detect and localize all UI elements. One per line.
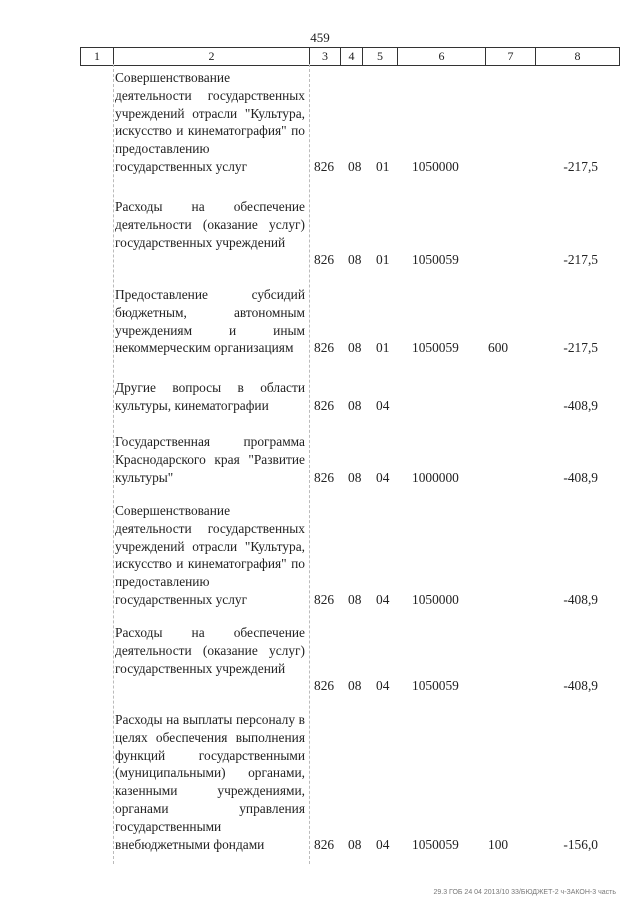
cell-c7: 600 bbox=[488, 340, 509, 356]
cell-c3: 826 bbox=[314, 592, 335, 607]
cell-c6: 1050000 bbox=[412, 159, 459, 174]
page-number: 459 bbox=[310, 30, 330, 45]
column-header-row bbox=[80, 47, 620, 66]
cell-c3: 826 bbox=[314, 836, 335, 852]
cell-c5: 04 bbox=[376, 678, 390, 694]
cell-c6: 1050059 bbox=[412, 252, 459, 268]
cell-c6: 1000000 bbox=[412, 469, 459, 485]
cell-c6: 1050059 bbox=[412, 678, 459, 694]
cell-c6: 1050059 bbox=[412, 836, 459, 852]
cell-c6: 1050000 bbox=[412, 592, 459, 607]
column-header-2: 2 bbox=[114, 48, 310, 65]
footer-stamp: 29.3 ГОБ 24 04 2013/10 33/БЮДЖЕТ-2 ч-ЗАКОН-3 часть bbox=[433, 889, 616, 896]
cell-c4: 08 bbox=[348, 340, 362, 356]
row-description: Совершенствование деятельности государственных учреждений отрасли "Культура, искусство и кинематография" по предоставлению государственных услуг bbox=[115, 70, 305, 174]
row-description: Другие вопросы в области культуры, кинематографии bbox=[115, 380, 305, 413]
cell-c5: 01 bbox=[376, 340, 390, 356]
cell-amount: -217,5 bbox=[563, 159, 598, 174]
row-description: Расходы на выплаты персоналу в целях обеспечения выполнения функций государственными (муниципальными) органами, казенными учреждениями, органами управления государственными внебюджетными фондами bbox=[115, 712, 305, 852]
cell-amount: -217,5 bbox=[563, 252, 598, 268]
cell-amount: -408,9 bbox=[563, 592, 598, 607]
cell-c5: 04 bbox=[376, 836, 390, 852]
cell-c3: 826 bbox=[314, 159, 335, 174]
cell-c5: 04 bbox=[376, 592, 390, 607]
cell-c5: 04 bbox=[376, 469, 390, 485]
column-header-5: 5 bbox=[363, 48, 398, 65]
cell-c3: 826 bbox=[314, 469, 335, 485]
cell-amount: -408,9 bbox=[563, 469, 598, 485]
column-header-3: 3 bbox=[310, 48, 341, 65]
cell-c3: 826 bbox=[314, 678, 335, 694]
cell-amount: -408,9 bbox=[563, 678, 598, 694]
cell-amount: -217,5 bbox=[563, 340, 598, 356]
column-header-6: 6 bbox=[398, 48, 486, 65]
column-divider bbox=[309, 64, 310, 864]
cell-c6: 1050059 bbox=[412, 340, 459, 356]
cell-amount: -156,0 bbox=[563, 836, 598, 852]
column-header-1: 1 bbox=[81, 48, 114, 65]
cell-c4: 08 bbox=[348, 592, 362, 607]
cell-c4: 08 bbox=[348, 469, 362, 485]
cell-c3: 826 bbox=[314, 252, 335, 268]
cell-c4: 08 bbox=[348, 159, 362, 174]
cell-c3: 826 bbox=[314, 397, 335, 413]
row-description: Расходы на обеспечение деятельности (оказание услуг) государственных учреждений bbox=[115, 199, 305, 250]
cell-c5: 01 bbox=[376, 252, 390, 268]
cell-c4: 08 bbox=[348, 836, 362, 852]
column-divider bbox=[113, 64, 114, 864]
cell-amount: -408,9 bbox=[563, 397, 598, 413]
column-header-7: 7 bbox=[486, 48, 536, 65]
column-header-4: 4 bbox=[341, 48, 363, 65]
column-header-8: 8 bbox=[574, 49, 581, 63]
row-description: Государственная программа Краснодарского края "Развитие культуры" bbox=[115, 434, 305, 485]
cell-c7: 100 bbox=[488, 836, 509, 852]
cell-c5: 04 bbox=[376, 397, 390, 413]
row-description: Предоставление субсидий бюджетным, автономным учреждениям и иным некоммерческим организациям bbox=[115, 287, 305, 356]
cell-c5: 01 bbox=[376, 159, 390, 174]
cell-c4: 08 bbox=[348, 678, 362, 694]
cell-c3: 826 bbox=[314, 340, 335, 356]
cell-c4: 08 bbox=[348, 397, 362, 413]
row-description: Расходы на обеспечение деятельности (оказание услуг) государственных учреждений bbox=[115, 625, 305, 676]
cell-c4: 08 bbox=[348, 252, 362, 268]
row-description: Совершенствование деятельности государственных учреждений отрасли "Культура, искусство и кинематография" по предоставлению государственных услуг bbox=[115, 503, 305, 607]
